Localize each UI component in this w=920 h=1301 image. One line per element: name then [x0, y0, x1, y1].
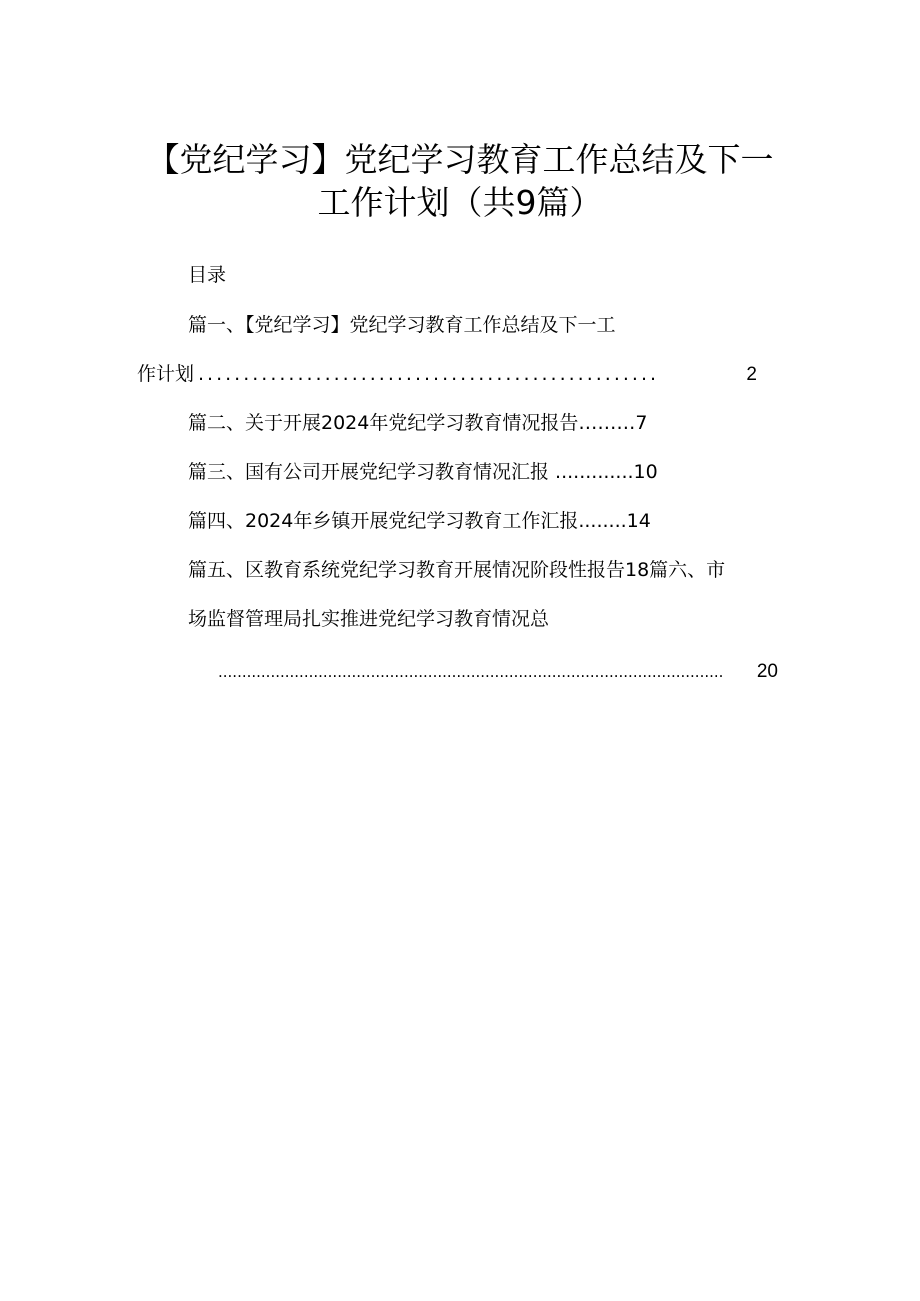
- toc-entry-2[interactable]: 篇二、关于开展2024年党纪学习教育情况报告………7: [188, 412, 648, 434]
- document-title-line-1: 【党纪学习】党纪学习教育工作总结及下一: [146, 140, 774, 179]
- toc-heading: 目录: [188, 264, 227, 286]
- toc-entry-1-line-2[interactable]: [137, 362, 757, 387]
- toc-entry-6-line-2[interactable]: [218, 660, 778, 684]
- toc-entry-5[interactable]: 篇五、区教育系统党纪学习教育开展情况阶段性报告18篇六、市: [188, 559, 726, 581]
- document-title-line-2: 工作计划（共9篇）: [317, 183, 603, 222]
- toc-page-number: 2: [746, 364, 757, 385]
- toc-entry-4[interactable]: 篇四、2024年乡镇开展党纪学习教育工作汇报........14: [188, 510, 651, 532]
- toc-dot-leader: ...................................................: [198, 363, 660, 385]
- toc-entry-text: 作计划: [137, 363, 195, 385]
- toc-entry-6-line-1[interactable]: 场监督管理局扎实推进党纪学习教育情况总: [188, 608, 550, 630]
- toc-dot-leader: ..........................................................................................................: [218, 663, 724, 681]
- toc-entry-1-line-1[interactable]: 篇一、【党纪学习】党纪学习教育工作总结及下一工: [188, 314, 616, 336]
- toc-page-number: 20: [756, 661, 778, 682]
- toc-entry-3[interactable]: 篇三、国有公司开展党纪学习教育情况汇报 .............10: [188, 461, 658, 483]
